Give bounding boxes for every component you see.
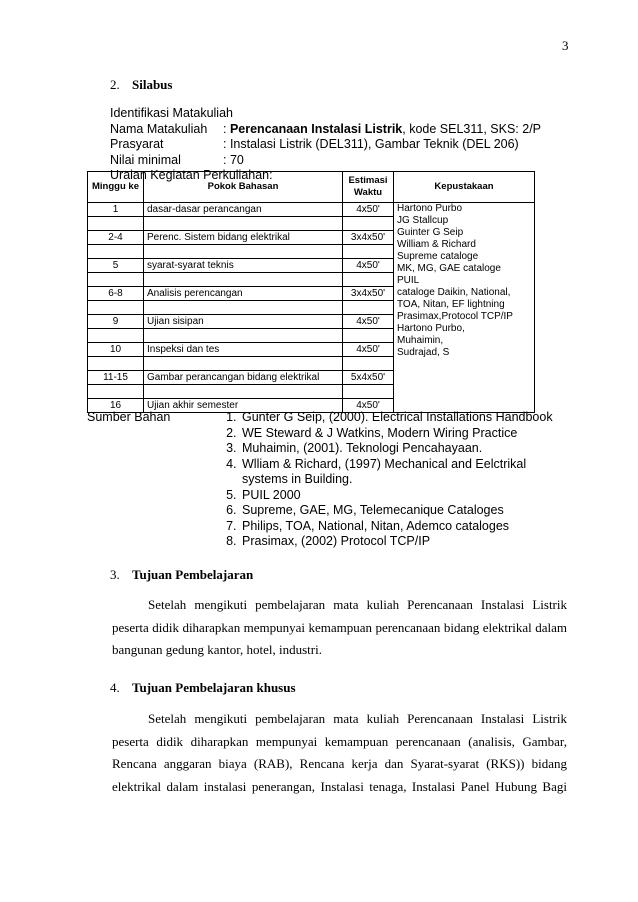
cell-topic: Ujian sisipan xyxy=(144,315,343,329)
cell-topic xyxy=(144,217,343,231)
course-name-label: Nama Matakuliah xyxy=(110,121,208,136)
cell-topic: Analisis perencangan xyxy=(144,287,343,301)
reference-list xyxy=(206,410,572,550)
reference-entry: TOA, Nitan, EF lightning xyxy=(397,299,505,310)
activities-heading: Uraian Kegiatan Perkuliahan: xyxy=(110,168,273,182)
cell-estimate xyxy=(343,357,394,371)
prerequisite-row xyxy=(110,137,541,153)
reference-entry: Supreme cataloge xyxy=(397,251,479,262)
cell-week xyxy=(88,329,144,343)
course-name-row xyxy=(110,122,541,138)
header-week: Minggu ke xyxy=(88,172,144,203)
course-code: , kode SEL311, SKS: 2/P xyxy=(402,121,542,136)
cell-week: 16 xyxy=(88,399,144,413)
cell-week: 2-4 xyxy=(88,231,144,245)
section-title: Silabus xyxy=(132,77,173,92)
cell-topic: Gambar perancangan bidang elektrikal xyxy=(144,371,343,385)
cell-estimate: 4x50' xyxy=(343,399,394,413)
reference-entry: Muhaimin, xyxy=(397,335,444,346)
cell-week: 9 xyxy=(88,315,144,329)
course-name-value: Perencanaan Instalasi Listrik xyxy=(229,121,403,136)
cell-estimate xyxy=(343,301,394,315)
reference-entry: MK, MG, GAE cataloge xyxy=(397,263,501,274)
reference-entry: Sudrajad, S xyxy=(397,347,450,358)
table-header-row xyxy=(88,172,535,203)
cell-week xyxy=(88,301,144,315)
cell-topic xyxy=(144,385,343,399)
section-title: Tujuan Pembelajaran khusus xyxy=(132,680,296,695)
paragraph-tujuan-khusus xyxy=(112,708,567,798)
paragraph-line: Rencana anggaran biaya (RAB), Rencana kerja dan Syarat-syarat (RKS)) bidang xyxy=(112,756,567,771)
paragraph-line: bangunan gedung kantor, hotel, industri. xyxy=(112,642,322,657)
reference-entry: Hartono Purbo, xyxy=(397,323,465,334)
reference-entry: PUIL xyxy=(397,275,420,286)
cell-estimate xyxy=(343,217,394,231)
cell-estimate: 4x50' xyxy=(343,315,394,329)
section-number: 3. xyxy=(110,567,120,582)
min-grade-value: : 70 xyxy=(223,152,244,167)
paragraph-line: Setelah mengikuti pembelajaran mata kuliah Perencanaan Instalasi Listrik xyxy=(148,711,567,726)
section-heading-tujuan xyxy=(110,567,253,583)
cell-week: 10 xyxy=(88,343,144,357)
cell-week xyxy=(88,385,144,399)
paragraph-line: peserta didik diharapkan mempunyai kemampuan perencanaan bidang elektrikal dalam xyxy=(112,619,567,635)
cell-estimate: 4x50' xyxy=(343,203,394,217)
source-item: 2. WE Steward & J Watkins, Modern Wiring Practice xyxy=(240,426,572,442)
cell-week: 5 xyxy=(88,259,144,273)
section-heading-tujuan-khusus xyxy=(110,680,296,696)
header-topic: Pokok Bahasan xyxy=(144,172,343,203)
cell-topic xyxy=(144,329,343,343)
cell-week: 6-8 xyxy=(88,287,144,301)
page-number: 3 xyxy=(562,38,569,53)
syllabus-table xyxy=(87,171,535,413)
cell-topic: syarat-syarat teknis xyxy=(144,259,343,273)
reference-entry: cataloge Daikin, National, xyxy=(397,287,511,298)
cell-week: 1 xyxy=(88,203,144,217)
cell-estimate xyxy=(343,273,394,287)
paragraph-line: peserta didik diharapkan mempunyai kemampuan perencanaan (analisis, Gambar, xyxy=(112,733,567,749)
header-references: Kepustakaan xyxy=(394,172,535,203)
min-grade-row xyxy=(110,153,541,169)
cell-estimate xyxy=(343,329,394,343)
cell-topic xyxy=(144,273,343,287)
paragraph-line: Setelah mengikuti pembelajaran mata kuliah Perencanaan Instalasi Listrik xyxy=(148,597,567,612)
cell-topic xyxy=(144,357,343,371)
source-item: 5. PUIL 2000 xyxy=(240,488,572,504)
cell-week: 11-15 xyxy=(88,371,144,385)
cell-estimate: 3x4x50' xyxy=(343,231,394,245)
course-name-sep: : xyxy=(223,121,230,136)
cell-topic: Inspeksi dan tes xyxy=(144,343,343,357)
cell-topic: Ujian akhir semester xyxy=(144,399,343,413)
cell-week xyxy=(88,357,144,371)
paragraph-line: elektrikal dalam instalasi penerangan, Instalasi tenaga, Instalasi Panel Hubung Bagi xyxy=(112,778,567,794)
cell-topic xyxy=(144,301,343,315)
table-row xyxy=(88,203,535,217)
cell-estimate: 4x50' xyxy=(343,259,394,273)
cell-week xyxy=(88,245,144,259)
source-item: 7. Philips, TOA, National, Nitan, Ademco cataloges xyxy=(240,519,572,535)
source-label: Sumber Bahan xyxy=(87,410,171,424)
cell-week xyxy=(88,217,144,231)
source-item: 4. Wlliam & Richard, (1997) Mechanical and Eelctrikal systems in Building. xyxy=(240,457,572,488)
section-heading-silabus xyxy=(110,77,172,93)
reference-entry: JG Stallcup xyxy=(397,215,449,226)
section-title: Tujuan Pembelajaran xyxy=(132,567,254,582)
prerequisite-label: Prasyarat xyxy=(110,137,164,151)
prerequisite-value: : Instalasi Listrik (DEL311), Gambar Teknik (DEL 206) xyxy=(223,137,519,151)
reference-entry: William & Richard xyxy=(397,239,476,250)
section-number: 2. xyxy=(110,77,120,92)
header-estimate: Estimasi Waktu xyxy=(343,172,394,203)
min-grade-label: Nilai minimal xyxy=(110,152,181,167)
cell-estimate: 3x4x50' xyxy=(343,287,394,301)
source-item: 1. Gunter G Seip, (2000). Electrical Installations Handbook xyxy=(240,410,572,426)
cell-topic xyxy=(144,245,343,259)
cell-estimate: 5x4x50' xyxy=(343,371,394,385)
cell-week xyxy=(88,273,144,287)
source-item: 3. Muhaimin, (2001). Teknologi Pencahayaan. xyxy=(240,441,572,457)
reference-entry: Guinter G Seip xyxy=(397,227,464,238)
source-item: 6. Supreme, GAE, MG, Telemecanique Cataloges xyxy=(240,503,572,519)
reference-entry: Prasimax,Protocol TCP/IP xyxy=(397,311,513,322)
paragraph-tujuan xyxy=(112,594,567,662)
identification-heading: Identifikasi Matakuliah xyxy=(110,106,233,120)
section-number: 4. xyxy=(110,680,120,695)
cell-estimate xyxy=(343,385,394,399)
cell-topic: Perenc. Sistem bidang elektrikal xyxy=(144,231,343,245)
source-item: 8. Prasimax, (2002) Protocol TCP/IP xyxy=(240,534,572,550)
reference-entry: Hartono Purbo xyxy=(397,203,463,214)
cell-estimate xyxy=(343,245,394,259)
cell-estimate: 4x50' xyxy=(343,343,394,357)
cell-topic: dasar-dasar perancangan xyxy=(144,203,343,217)
cell-references xyxy=(394,203,535,413)
